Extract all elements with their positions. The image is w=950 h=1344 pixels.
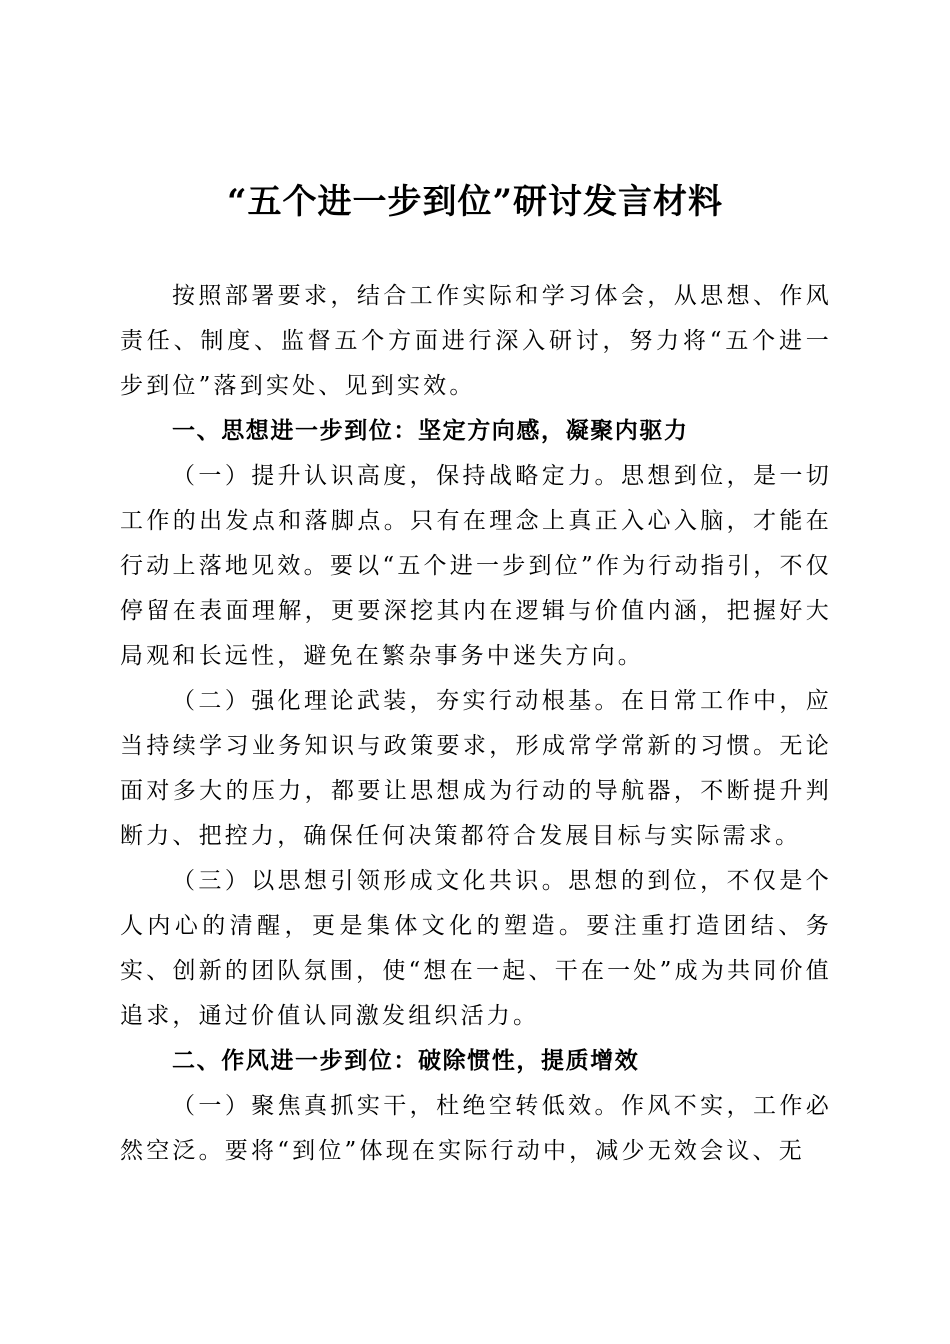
section-2-paragraph-1: （一）聚焦真抓实干，杜绝空转低效。作风不实，工作必然空泛。要将“到位”体现在实际行动中，减少无效会议、无 <box>120 1093 832 1164</box>
section-1-paragraph-3: （三）以思想引领形成文化共识。思想的到位，不仅是个人内心的清醒，更是集体文化的塑造。要注重打造团结、务实、创新的团队氛围，使“想在一起、干在一处”成为共同价值追求，通过价值认同激发组织活力。 <box>120 868 832 1029</box>
section-1-heading: 一、思想进一步到位：坚定方向感，凝聚内驱力 <box>172 418 689 444</box>
intro-paragraph: 按照部署要求，结合工作实际和学习体会，从思想、作风责任、制度、监督五个方面进行深入研讨，努力将“五个进一步到位”落到实处、见到实效。 <box>120 283 832 399</box>
section-1-paragraph-2: （二）强化理论武装，夯实行动根基。在日常工作中，应当持续学习业务知识与政策要求，形成常学常新的习惯。无论面对多大的压力，都要让思想成为行动的导航器，不断提升判断力、把控力，确保任何决策都符合发展目标与实际需求。 <box>120 688 832 849</box>
section-1-paragraph-1: （一）提升认识高度，保持战略定力。思想到位，是一切工作的出发点和落脚点。只有在理念上真正入心入脑，才能在行动上落地见效。要以“五个进一步到位”作为行动指引，不仅停留在表面理解，更要深挖其内在逻辑与价值内涵，把握好大局观和长远性，避免在繁杂事务中迷失方向。 <box>120 463 832 669</box>
document-body <box>120 274 832 1174</box>
section-2-heading: 二、作风进一步到位：破除惯性，提质增效 <box>172 1048 640 1074</box>
document-title: “五个进一步到位”研讨发言材料 <box>226 182 724 222</box>
